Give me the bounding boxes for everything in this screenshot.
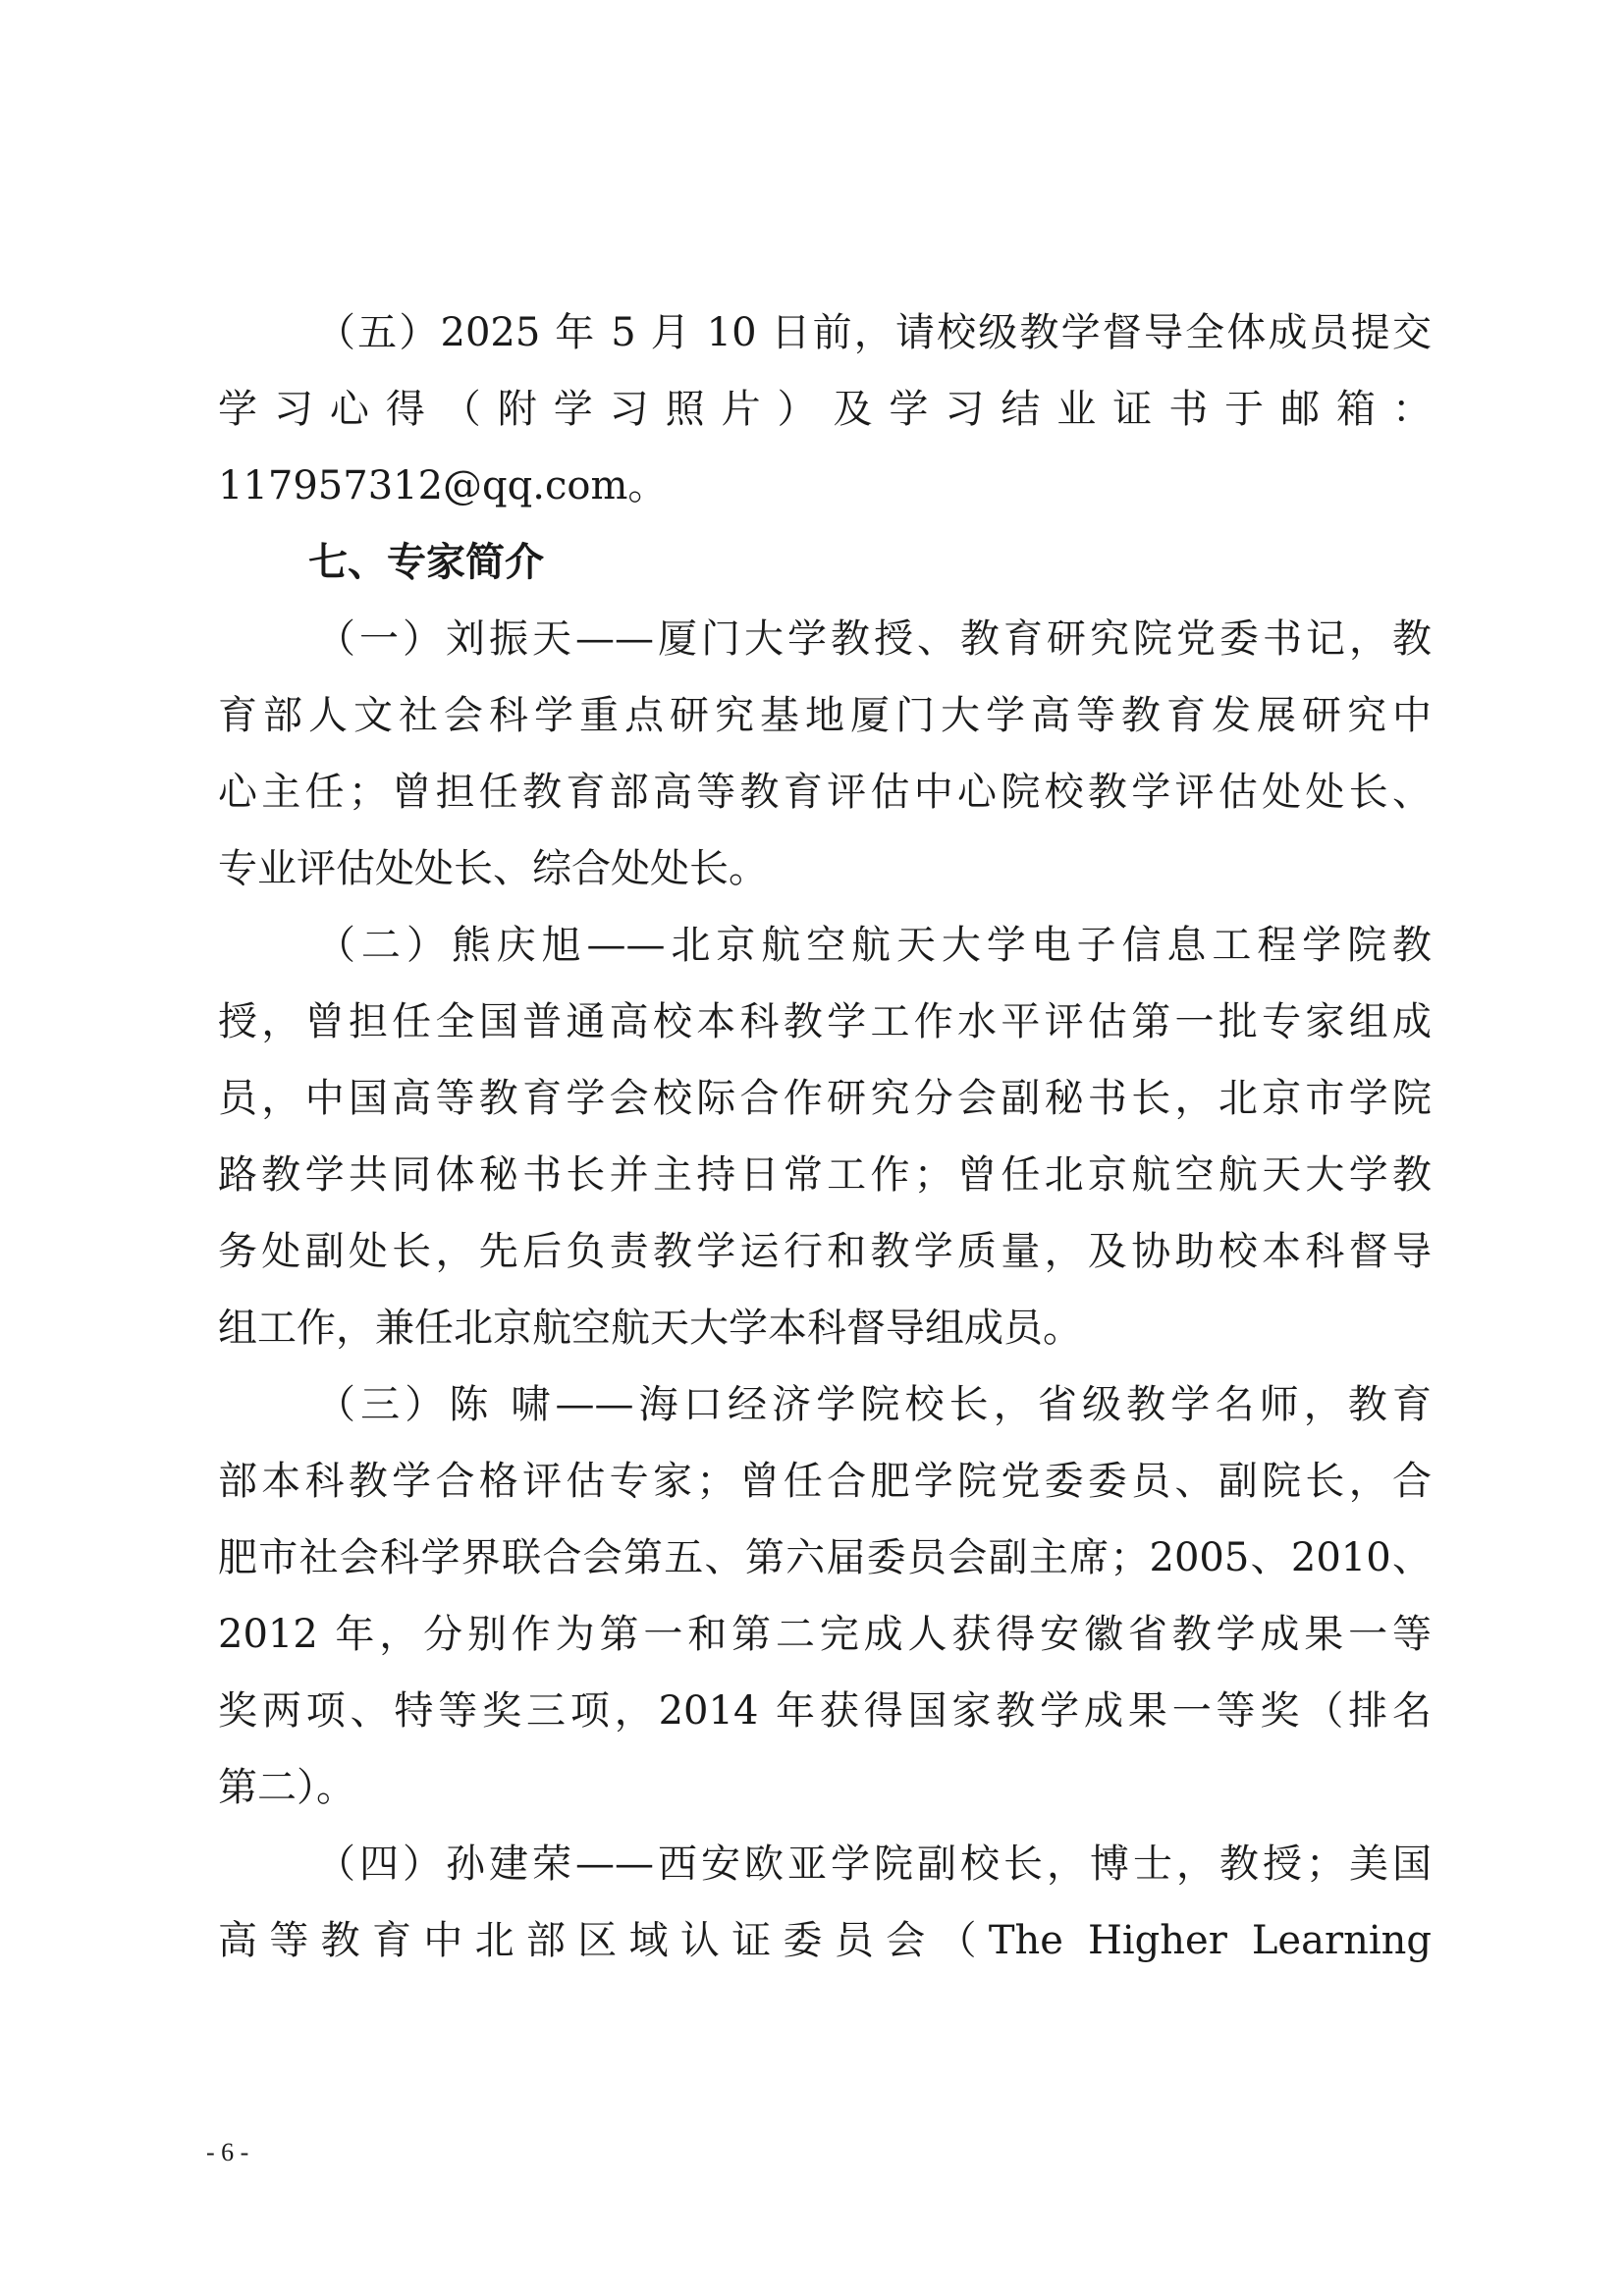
paragraph-line: 2012 年，分别作为第一和第二完成人获得安徽省教学成果一等 — [218, 1612, 1432, 1657]
paragraph-line: 务处副处长，先后负责教学运行和教学质量，及协助校本科督导 — [218, 1229, 1432, 1274]
email-address: 117957312@qq.com。 — [218, 463, 668, 508]
paragraph-line: 组工作，兼任北京航空航天大学本科督导组成员。 — [218, 1306, 1082, 1351]
paragraph-line: 高等教育中北部区域认证委员会（The Higher Learning — [218, 1918, 1432, 1963]
paragraph-line: 部本科教学合格评估专家；曾任合肥学院党委委员、副院长，合 — [218, 1459, 1432, 1504]
paragraph-line: 奖两项、特等奖三项，2014 年获得国家教学成果一等奖（排名 — [218, 1688, 1432, 1734]
paragraph-line: 育部人文社会科学重点研究基地厦门大学高等教育发展研究中 — [218, 693, 1432, 738]
paragraph-line: （五）2025 年 5 月 10 日前，请校级教学督导全体成员提交 — [316, 310, 1432, 355]
paragraph-line: 路教学共同体秘书长并主持日常工作；曾任北京航空航天大学教 — [218, 1152, 1432, 1198]
paragraph-line: （一）刘振天——厦门大学教授、教育研究院党委书记，教 — [316, 616, 1432, 662]
paragraph-line: （二）熊庆旭——北京航空航天大学电子信息工程学院教 — [316, 923, 1432, 968]
paragraph-line: 肥市社会科学界联合会第五、第六届委员会副主席；2005、2010、 — [218, 1535, 1432, 1580]
section-heading: 七、专家简介 — [308, 540, 544, 585]
paragraph-line: 心主任；曾担任教育部高等教育评估中心院校教学评估处处长、 — [218, 770, 1432, 815]
paragraph-line: （三）陈 啸——海口经济学院校长，省级教学名师，教育 — [316, 1382, 1432, 1427]
paragraph-line: 第二）。 — [218, 1765, 355, 1810]
paragraph-line: （四）孙建荣——西安欧亚学院副校长，博士，教授；美国 — [316, 1842, 1432, 1887]
paragraph-line: 授，曾担任全国普通高校本科教学工作水平评估第一批专家组成 — [218, 999, 1432, 1044]
page-number: - 6 - — [206, 2138, 249, 2166]
paragraph-line: 员，中国高等教育学会校际合作研究分会副秘书长，北京市学院 — [218, 1076, 1432, 1121]
paragraph-line: 学习心得（附学习照片）及学习结业证书于邮箱： — [218, 387, 1432, 432]
paragraph-line: 专业评估处处长、综合处处长。 — [218, 846, 768, 891]
